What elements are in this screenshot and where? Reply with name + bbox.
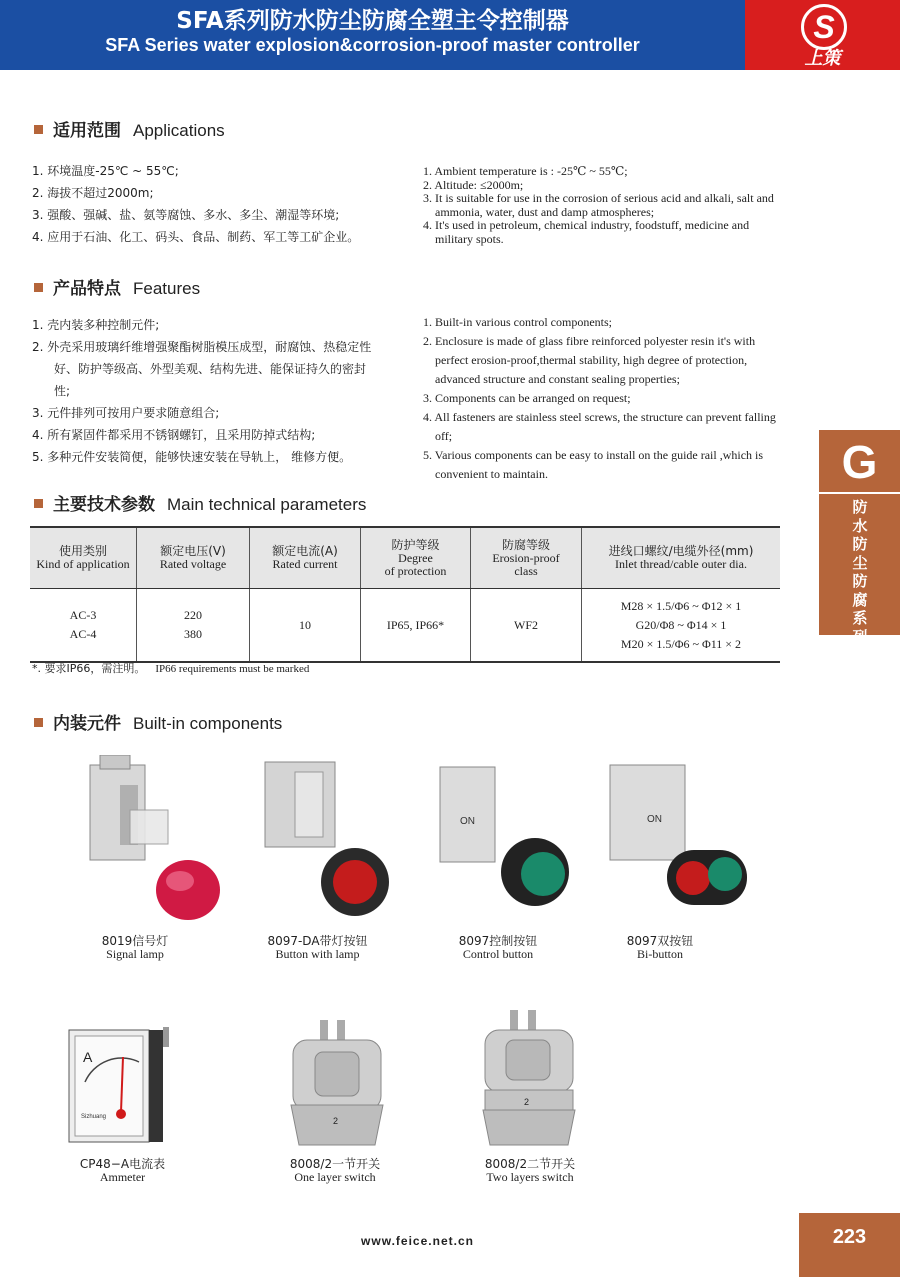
component-label-en: Control button <box>462 947 534 961</box>
component-label-zh: 8008/2二节开关 <box>484 1157 576 1171</box>
component-label-en: One layer switch <box>294 1170 376 1184</box>
list-item: 5. 多种元件安装简便，能够快速安装在导轨上， 维修方便。 <box>32 450 352 464</box>
params-note-en: IP66 requirements must be marked <box>155 663 310 675</box>
components-heading-zh: 内装元件 <box>53 714 121 734</box>
component-two-layers-switch <box>475 1158 585 1184</box>
features-list-zh <box>32 314 377 468</box>
two-layers-switch-image <box>480 1010 580 1150</box>
one-layer-switch-image <box>285 1020 390 1150</box>
table-cell: AC-3 AC-4 <box>30 589 137 663</box>
params-heading-en: Main technical parameters <box>167 495 367 514</box>
component-label-zh: 8008/2一节开关 <box>289 1157 381 1171</box>
features-list-en <box>423 313 785 484</box>
table-cell: 220 380 <box>137 589 250 663</box>
component-label-zh: 8097-DA带灯按钮 <box>267 934 368 948</box>
list-item: 2. 海拔不超过2000m; <box>32 186 154 200</box>
component-label-zh: 8097双按钮 <box>626 934 694 948</box>
list-item: 2. 外壳采用玻璃纤维增强聚酯树脂模压成型，耐腐蚀、热稳定性好、防护等级高、外型美观、结构先进、能保证持久的密封性; <box>32 340 372 398</box>
meter-brand: Sizhuang <box>81 1114 107 1120</box>
component-label-en: Two layers switch <box>486 1170 574 1184</box>
component-label-zh: 8019信号灯 <box>101 934 169 948</box>
table-header-row <box>30 527 780 589</box>
component-one-layer-switch <box>285 1158 385 1184</box>
table-header-cell: 使用类别 Kind of application <box>30 527 137 589</box>
component-signal-lamp <box>80 935 190 961</box>
signal-lamp-image <box>80 755 230 930</box>
list-item: 4. It's used in petroleum, chemical industry, foodstuff, medicine and military spots. <box>423 218 750 246</box>
bi-button-image <box>605 760 755 930</box>
params-table <box>30 526 780 663</box>
list-item: 3. 强酸、强碱、盐、氨等腐蚀、多水、多尘、潮湿等环境; <box>32 208 340 222</box>
list-item: 1. Ambient temperature is : -25℃ ~ 55℃; <box>423 164 628 178</box>
component-bi-button <box>610 935 710 961</box>
list-item: 3. 元件排列可按用户要求随意组合; <box>32 406 220 420</box>
list-item: 1. 壳内装多种控制元件; <box>32 318 160 332</box>
page-header <box>0 0 745 70</box>
params-note <box>32 660 309 676</box>
section-square-icon <box>34 499 43 508</box>
components-heading-en: Built-in components <box>133 714 283 733</box>
list-item: 3. It is suitable for use in the corrosion of serious acid and alkali, salt and ammonia, water, dust and damp atmospheres; <box>423 191 774 219</box>
ammeter-image <box>65 1022 185 1152</box>
brand-logo <box>745 0 900 70</box>
switch-number: 2 <box>333 1116 339 1126</box>
applications-heading <box>34 116 225 141</box>
applications-list-en <box>423 165 783 246</box>
button-with-lamp-image <box>255 752 395 922</box>
list-item: 4. 所有紧固件都采用不锈钢螺钉，且采用防掉式结构; <box>32 428 316 442</box>
table-cell: 10 <box>250 589 361 663</box>
on-label: ON <box>647 814 662 825</box>
component-control-button <box>443 935 553 961</box>
section-square-icon <box>34 718 43 727</box>
applications-list-zh <box>32 160 412 248</box>
table-header-cell: 额定电流(A) Rated current <box>250 527 361 589</box>
features-heading-zh: 产品特点 <box>53 279 121 299</box>
component-button-with-lamp <box>260 935 375 961</box>
switch-number: 2 <box>524 1097 530 1107</box>
features-heading <box>34 274 200 299</box>
on-label: ON <box>460 816 475 827</box>
list-item: 3. Components can be arranged on request; <box>423 391 631 405</box>
list-item: 4. 应用于石油、化工、码头、食品、制药、军工等工矿企业。 <box>32 230 360 244</box>
component-label-en: Ammeter <box>99 1170 146 1184</box>
page-title-en: SFA Series water explosion&corrosion-proof master controller <box>105 35 640 55</box>
logo-name: 上策 <box>804 48 841 69</box>
params-heading <box>34 490 366 515</box>
component-ammeter <box>70 1158 175 1184</box>
table-cell: IP65, IP66* <box>361 589 471 663</box>
component-label-en: Button with lamp <box>275 947 360 961</box>
control-button-image <box>435 762 575 927</box>
table-cell: WF2 <box>471 589 582 663</box>
page-number: 223 <box>799 1213 900 1277</box>
table-header-cell: 进线口螺纹/电缆外径(mm) Inlet thread/cable outer dia. <box>582 527 781 589</box>
applications-heading-zh: 适用范围 <box>53 121 121 141</box>
table-header-cell: 防护等级 Degree of protection <box>361 527 471 589</box>
list-item: 1. Built-in various control components; <box>423 315 612 329</box>
side-tab-divider <box>819 492 900 494</box>
meter-letter: A <box>83 1049 93 1065</box>
component-label-en: Bi-button <box>636 947 683 961</box>
list-item: 2. Altitude: ≤2000m; <box>423 177 524 192</box>
component-label-zh: 8097控制按钮 <box>458 934 538 948</box>
component-label-en: Signal lamp <box>106 947 164 961</box>
section-square-icon <box>34 283 43 292</box>
page-title-zh: SFA系列防水防尘防腐全塑主令控制器 <box>176 8 569 34</box>
features-heading-en: Features <box>133 279 201 298</box>
table-header-cell: 防腐等级 Erosion-proof class <box>471 527 582 589</box>
params-note-zh: *. 要求IP66，需注明。 <box>32 662 146 675</box>
section-side-tab <box>819 430 900 646</box>
table-row <box>30 589 780 663</box>
component-label-zh: CP48−A电流表 <box>79 1157 166 1171</box>
table-header-cell: 额定电压(V) Rated voltage <box>137 527 250 589</box>
list-item: 5. Various components can be easy to install on the guide rail ,which is convenient to maintain. <box>423 448 764 481</box>
section-square-icon <box>34 125 43 134</box>
footer-url: www.feice.net.cn <box>361 1234 474 1248</box>
list-item: 2. Enclosure is made of glass fibre reinforced polyester resin it's with perfect erosion-proof,thermal stability, high degree of protection, advanced structure and constant sealing properties; <box>423 334 756 386</box>
params-heading-zh: 主要技术参数 <box>53 495 155 515</box>
side-tab-text: 防水防尘防腐系列 <box>852 498 868 646</box>
components-heading <box>34 709 282 734</box>
list-item: 1. 环境温度-25℃ ~ 55℃; <box>32 164 179 178</box>
logo-s-icon: S <box>801 4 847 50</box>
table-cell: M28 × 1.5/Φ6 ~ Φ12 × 1 G20/Φ8 ~ Φ14 × 1 M20 × 1.5/Φ6 ~ Φ11 × 2 <box>582 589 781 663</box>
list-item: 4. All fasteners are stainless steel screws, the structure can prevent falling off; <box>423 410 776 443</box>
applications-heading-en: Applications <box>133 121 225 140</box>
side-tab-letter: G <box>841 436 878 488</box>
